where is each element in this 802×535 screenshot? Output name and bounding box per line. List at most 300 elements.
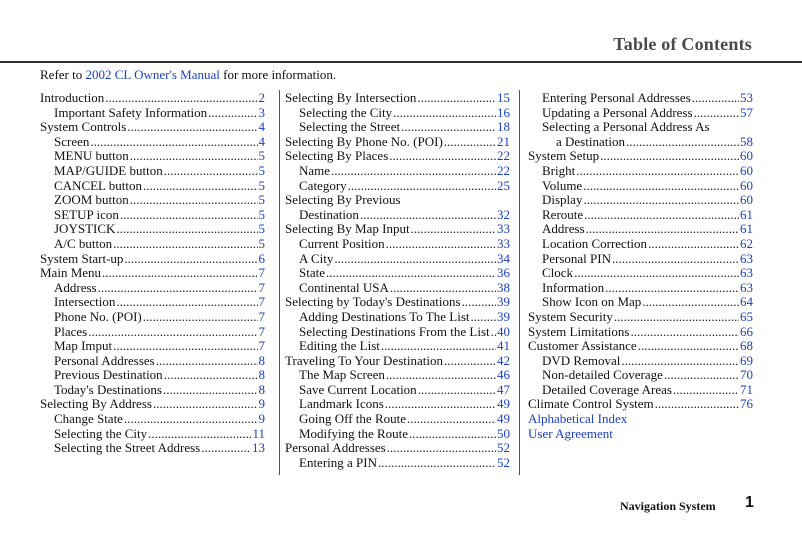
toc-entry[interactable] <box>40 252 265 267</box>
toc-entry-title: Going Off the Route <box>299 411 406 427</box>
toc-page-link[interactable]: 39 <box>497 294 510 310</box>
dot-leader <box>105 91 257 106</box>
toc-entry[interactable] <box>528 135 753 150</box>
dot-leader <box>648 237 739 252</box>
toc-entry-title: System Setup <box>528 148 600 164</box>
toc-entry-title: Personal PIN <box>542 250 611 266</box>
toc-page-link[interactable]: 2 <box>258 90 265 105</box>
toc-entry[interactable] <box>285 120 510 135</box>
dot-leader <box>614 310 739 325</box>
toc-entry-title: Places <box>54 323 88 339</box>
dot-leader <box>407 412 496 427</box>
dot-leader <box>576 164 739 179</box>
refer-line <box>40 67 336 83</box>
toc-page-link[interactable]: 7 <box>258 308 265 324</box>
toc-entry-title: Phone No. (POI) <box>54 308 142 324</box>
toc-entry[interactable] <box>528 310 753 325</box>
toc-page-link[interactable]: 46 <box>497 367 510 383</box>
dot-leader <box>387 441 496 456</box>
toc-entry-title: Main Menu <box>40 265 102 281</box>
toc-entry-title: Selecting By Intersection <box>285 90 417 105</box>
toc-entry-title: Important Safety Information <box>54 104 208 120</box>
dot-leader <box>124 252 257 267</box>
dot-leader <box>360 208 496 223</box>
dot-leader <box>390 281 496 296</box>
toc-entry[interactable] <box>528 149 753 164</box>
dot-leader <box>642 295 739 310</box>
toc-entry-title: Clock <box>542 265 574 281</box>
toc-page-link[interactable]: 42 <box>497 352 510 368</box>
toc-entry[interactable] <box>285 383 510 398</box>
dot-leader <box>124 412 258 427</box>
dot-leader <box>411 222 496 237</box>
toc-page-link[interactable]: 63 <box>740 279 753 295</box>
toc-page-link[interactable]: 34 <box>497 250 510 266</box>
toc-entry[interactable] <box>40 441 265 456</box>
toc-page-link[interactable]: 22 <box>497 162 510 178</box>
toc-entry-title: ZOOM button <box>54 192 129 208</box>
toc-entry-title: Modifying the Route <box>299 425 409 441</box>
toc-entry-title: Name <box>299 162 331 178</box>
dot-leader <box>386 368 496 383</box>
toc-entry[interactable] <box>40 208 265 223</box>
toc-entry[interactable] <box>285 427 510 442</box>
dot-leader <box>378 456 496 471</box>
toc-page-link[interactable]: 58 <box>740 133 753 149</box>
toc-entry-title: Updating a Personal Address <box>542 104 693 120</box>
toc-entry-title: Selecting By Phone No. (POI) <box>285 133 443 149</box>
toc-entry[interactable] <box>528 91 753 106</box>
owners-manual-link[interactable]: 2002 CL Owner's Manual <box>85 67 220 82</box>
toc-entry-title: Traveling To Your Destination <box>285 352 443 368</box>
toc-entry[interactable] <box>528 193 753 208</box>
toc-entry-title: A/C button <box>54 235 113 251</box>
toc-entry-title: Save Current Location <box>299 381 417 397</box>
dot-leader <box>164 164 258 179</box>
toc-entry-title: Information <box>542 279 605 295</box>
refer-prefix: Refer to <box>40 67 86 82</box>
toc-page-link[interactable]: 50 <box>497 425 510 441</box>
dot-leader <box>201 441 251 456</box>
toc-entry[interactable] <box>528 368 753 383</box>
toc-entry-title: The Map Screen <box>299 367 385 383</box>
dot-leader <box>393 106 496 121</box>
dot-leader <box>116 295 257 310</box>
toc-page-link[interactable]: 49 <box>497 411 510 427</box>
toc-entry-title: System Start-up <box>40 250 124 266</box>
toc-page-link[interactable]: 60 <box>740 177 753 193</box>
toc-entry-title: Location Correction <box>542 235 648 251</box>
toc-page-link[interactable]: 61 <box>740 206 753 222</box>
dot-leader <box>401 120 496 135</box>
toc-entry[interactable] <box>285 412 510 427</box>
toc-page-link[interactable]: 65 <box>740 308 753 324</box>
alphabetical-index-link[interactable]: Alphabetical Index <box>528 411 628 427</box>
toc-entry-title: Selecting Destinations From the List <box>299 323 490 339</box>
toc-page-link[interactable]: 61 <box>740 221 753 237</box>
toc-page-link[interactable]: 71 <box>740 381 753 397</box>
toc-entry-title: Detailed Coverage Areas <box>542 381 672 397</box>
toc-column-1 <box>40 91 265 456</box>
toc-entry-title: Editing the List <box>299 338 380 354</box>
toc-entry-title: Selecting the Street <box>299 119 401 135</box>
toc-page-link[interactable]: 8 <box>258 367 265 383</box>
dot-leader <box>381 339 496 354</box>
toc-page-link[interactable]: 36 <box>497 265 510 281</box>
toc-entry[interactable] <box>40 106 265 121</box>
toc-entry-title: Selecting the Street Address <box>54 440 201 456</box>
dot-leader <box>156 354 258 369</box>
dot-leader <box>417 91 496 106</box>
toc-entry[interactable] <box>528 222 753 237</box>
dot-leader <box>385 397 496 412</box>
toc-entry[interactable] <box>40 135 265 150</box>
toc-entry-title: Today's Destinations <box>54 381 162 397</box>
toc-page-link[interactable]: 16 <box>497 104 510 120</box>
toc-page-link[interactable]: 7 <box>258 338 265 354</box>
toc-page-link[interactable]: 6 <box>258 250 265 266</box>
dot-leader <box>630 325 739 340</box>
toc-page-link[interactable]: 52 <box>497 440 510 456</box>
toc-page-link[interactable]: 69 <box>740 352 753 368</box>
dot-leader <box>583 179 739 194</box>
toc-entry-title: Display <box>542 192 583 208</box>
toc-entry-title: Entering Personal Addresses <box>542 90 691 105</box>
toc-entry-title: Climate Control System <box>528 396 654 412</box>
toc-entry-title: Continental USA <box>299 279 389 295</box>
toc-entry-title: Address <box>542 221 585 237</box>
toc-entry[interactable] <box>40 354 265 369</box>
dot-leader <box>583 193 739 208</box>
toc-entry[interactable] <box>40 383 265 398</box>
toc-entry[interactable] <box>40 310 265 325</box>
toc-entry-title: Previous Destination <box>54 367 163 383</box>
toc-entry-title: Address <box>54 279 97 295</box>
dot-leader <box>153 397 258 412</box>
toc-entry[interactable] <box>285 295 510 310</box>
toc-page-link[interactable]: 60 <box>740 192 753 208</box>
header-rule <box>0 61 802 63</box>
toc-entry[interactable] <box>40 325 265 340</box>
toc-page-link[interactable]: 53 <box>740 90 753 105</box>
toc-entry-title: Intersection <box>54 294 116 310</box>
toc-entry[interactable] <box>528 339 753 354</box>
dot-leader <box>88 325 257 340</box>
toc-page-link[interactable]: 70 <box>740 367 753 383</box>
toc-entry-title: Adding Destinations To The List <box>299 308 470 324</box>
toc-page-link[interactable]: 33 <box>497 221 510 237</box>
toc-entry[interactable] <box>285 354 510 369</box>
dot-leader <box>208 106 257 121</box>
toc-entry[interactable] <box>285 325 510 340</box>
dot-leader <box>163 383 258 398</box>
toc-entry[interactable] <box>40 295 265 310</box>
dot-leader <box>348 179 496 194</box>
toc-page-link[interactable]: 9 <box>258 396 265 412</box>
dot-leader <box>164 368 258 383</box>
toc-page-link[interactable]: 15 <box>497 90 510 105</box>
toc-page-link[interactable]: 22 <box>497 148 510 164</box>
toc-page-link[interactable]: 7 <box>258 265 265 281</box>
toc-entry-title: Current Position <box>299 235 385 251</box>
toc-entry[interactable] <box>285 135 510 150</box>
dot-leader <box>462 295 496 310</box>
toc-entry-title: Customer Assistance <box>528 338 637 354</box>
toc-entry[interactable] <box>528 325 753 340</box>
toc-entry-title: Selecting By Address <box>40 396 152 412</box>
dot-leader <box>621 354 739 369</box>
toc-page-link[interactable]: 57 <box>740 104 753 120</box>
toc-entry[interactable] <box>528 179 753 194</box>
toc-entry-title: Screen <box>54 133 90 149</box>
toc-page-link[interactable]: 32 <box>497 206 510 222</box>
toc-page-link[interactable]: 63 <box>740 250 753 266</box>
toc-entry-title: MAP/GUIDE button <box>54 162 163 178</box>
toc-page-link[interactable]: 13 <box>252 440 265 456</box>
toc-entry[interactable] <box>285 91 510 106</box>
toc-entry[interactable] <box>528 354 753 369</box>
toc-page-link[interactable]: 40 <box>497 323 510 339</box>
toc-entry-title: Personal Addresses <box>285 440 386 456</box>
toc-page-link[interactable]: 41 <box>497 338 510 354</box>
dot-leader <box>130 193 258 208</box>
toc-entry-title: Category <box>299 177 347 193</box>
toc-page-link[interactable]: 60 <box>740 162 753 178</box>
toc-page-link[interactable]: 4 <box>258 133 265 149</box>
dot-leader <box>326 266 496 281</box>
dot-leader <box>584 208 739 223</box>
toc-entry[interactable] <box>40 397 265 412</box>
toc-page-link[interactable]: 4 <box>258 119 265 135</box>
toc-entry[interactable] <box>285 252 510 267</box>
toc-page-link[interactable]: 21 <box>497 133 510 149</box>
dot-leader <box>334 252 496 267</box>
toc-page-link[interactable]: 11 <box>252 425 265 441</box>
dot-leader <box>386 237 496 252</box>
toc-entry-title: DVD Removal <box>542 352 621 368</box>
toc-entry-title: System Controls <box>40 119 127 135</box>
toc-entry-title: Volume <box>542 177 583 193</box>
toc-entry-title: Change State <box>54 411 123 427</box>
toc-entry[interactable] <box>285 456 510 471</box>
toc-entry-title: MENU button <box>54 148 129 164</box>
toc-entry[interactable] <box>40 149 265 164</box>
toc-entry[interactable] <box>528 252 753 267</box>
dot-leader <box>116 222 257 237</box>
toc-entry[interactable] <box>285 222 510 237</box>
toc-entry[interactable] <box>40 237 265 252</box>
toc-entry[interactable] <box>285 368 510 383</box>
toc-page-link[interactable]: 5 <box>258 148 265 164</box>
toc-page-link[interactable]: 33 <box>497 235 510 251</box>
toc-page-link[interactable]: 3 <box>258 104 265 120</box>
toc-entry-title: Bright <box>542 162 576 178</box>
toc-page-link[interactable]: 68 <box>740 338 753 354</box>
toc-entry[interactable] <box>528 106 753 121</box>
toc-entry[interactable] <box>528 164 753 179</box>
toc-page-link[interactable]: 38 <box>497 279 510 295</box>
dot-leader <box>331 164 496 179</box>
dot-leader <box>673 383 739 398</box>
dot-leader <box>600 149 739 164</box>
dot-leader <box>130 149 258 164</box>
toc-entry[interactable] <box>285 208 510 223</box>
toc-entry-title: Destination <box>299 206 359 222</box>
toc-entry[interactable] <box>285 266 510 281</box>
dot-leader <box>491 325 496 340</box>
toc-page-link[interactable]: 60 <box>740 148 753 164</box>
toc-entry[interactable] <box>285 179 510 194</box>
toc-page-link[interactable]: 5 <box>258 177 265 193</box>
toc-page-link[interactable]: 64 <box>740 294 753 310</box>
toc-entry[interactable] <box>40 120 265 135</box>
toc-entry[interactable] <box>285 397 510 412</box>
dot-leader <box>655 397 739 412</box>
toc-page-link[interactable]: 39 <box>497 308 510 324</box>
toc-entry[interactable] <box>528 281 753 296</box>
toc-page-link[interactable]: 7 <box>258 294 265 310</box>
toc-entry-title: CANCEL button <box>54 177 142 193</box>
toc-entry[interactable] <box>40 427 265 442</box>
toc-page-link[interactable]: 18 <box>497 119 510 135</box>
dot-leader <box>638 339 739 354</box>
toc-entry-title: Entering a PIN <box>299 454 377 470</box>
toc-entry[interactable] <box>528 208 753 223</box>
toc-page-link[interactable]: 62 <box>740 235 753 251</box>
dot-leader <box>444 135 496 150</box>
footer-page-number: 1 <box>745 494 754 511</box>
toc-entry[interactable] <box>285 237 510 252</box>
dot-leader <box>574 266 739 281</box>
toc-entry-title: Selecting the City <box>54 425 148 441</box>
toc-entry-title: A City <box>299 250 334 266</box>
toc-entry-title: Show Icon on Map <box>542 294 642 310</box>
toc-entry-title: System Security <box>528 308 613 324</box>
toc-entry-title: Selecting By Previous <box>285 192 401 208</box>
toc-page-link[interactable]: 5 <box>258 221 265 237</box>
toc-entry-title: State <box>299 265 325 281</box>
dot-leader <box>418 383 496 398</box>
dot-leader <box>113 237 257 252</box>
dot-leader <box>102 266 257 281</box>
toc-entry[interactable] <box>285 164 510 179</box>
toc-page-link[interactable]: 7 <box>258 323 265 339</box>
toc-page-link[interactable]: 8 <box>258 352 265 368</box>
toc-entry[interactable] <box>40 339 265 354</box>
toc-page-link[interactable]: 52 <box>497 454 510 470</box>
dot-leader <box>98 281 258 296</box>
toc-page-link[interactable]: 63 <box>740 265 753 281</box>
toc-page-link[interactable]: 5 <box>258 192 265 208</box>
footer-label: Navigation System <box>620 499 716 513</box>
toc-entry-title: Reroute <box>542 206 584 222</box>
toc-entry[interactable] <box>285 193 510 208</box>
toc-page-link[interactable]: 47 <box>497 381 510 397</box>
dot-leader <box>143 179 258 194</box>
toc-entry[interactable] <box>528 120 753 135</box>
toc-entry-title: Selecting the City <box>299 104 393 120</box>
toc-entry[interactable] <box>40 91 265 106</box>
toc-page-link[interactable]: 76 <box>740 396 753 412</box>
dot-leader <box>692 91 739 106</box>
toc-entry-title: Landmark Icons <box>299 396 384 412</box>
toc-page-link[interactable]: 25 <box>497 177 510 193</box>
toc-entry[interactable] <box>40 164 265 179</box>
toc-entry[interactable] <box>528 237 753 252</box>
toc-entry[interactable] <box>40 281 265 296</box>
toc-entry-title: Selecting By Places <box>285 148 389 164</box>
column-divider-1 <box>279 90 280 475</box>
toc-page-link[interactable]: 5 <box>258 162 265 178</box>
dot-leader <box>90 135 257 150</box>
toc-entry[interactable] <box>40 179 265 194</box>
toc-page-link[interactable]: 7 <box>258 279 265 295</box>
column-divider-2 <box>519 90 520 475</box>
dot-leader <box>127 120 257 135</box>
user-agreement-link[interactable]: User Agreement <box>528 425 613 441</box>
toc-page-link[interactable]: 5 <box>258 235 265 251</box>
toc-page-link[interactable]: 49 <box>497 396 510 412</box>
toc-entry-title: Selecting by Today's Destinations <box>285 294 461 310</box>
dot-leader <box>143 310 258 325</box>
toc-entry[interactable] <box>285 441 510 456</box>
toc-entry[interactable] <box>285 106 510 121</box>
toc-column-2 <box>285 91 510 470</box>
toc-entry[interactable] <box>40 222 265 237</box>
toc-entry-title: Map Imput <box>54 338 113 354</box>
toc-entry[interactable] <box>528 295 753 310</box>
toc-entry-title: Introduction <box>40 90 105 105</box>
dot-leader <box>694 106 739 121</box>
toc-page-link[interactable]: 5 <box>258 206 265 222</box>
dot-leader <box>471 310 497 325</box>
toc-entry[interactable] <box>285 281 510 296</box>
toc-entry[interactable] <box>40 193 265 208</box>
dot-leader <box>120 208 258 223</box>
toc-entry[interactable] <box>285 310 510 325</box>
dot-leader <box>605 281 739 296</box>
toc-entry[interactable] <box>40 368 265 383</box>
toc-entry-title: System Limitations <box>528 323 630 339</box>
dot-leader <box>389 149 496 164</box>
toc-entry[interactable] <box>528 266 753 281</box>
dot-leader <box>113 339 257 354</box>
toc-page-link[interactable]: 66 <box>740 323 753 339</box>
toc-entry-title: Personal Addresses <box>54 352 155 368</box>
dot-leader <box>148 427 251 442</box>
toc-entry-title: SETUP icon <box>54 206 119 222</box>
toc-entry[interactable] <box>40 412 265 427</box>
dot-leader <box>444 354 496 369</box>
toc-entry[interactable] <box>285 149 510 164</box>
toc-entry[interactable] <box>285 339 510 354</box>
toc-entry[interactable] <box>528 397 753 412</box>
toc-entry-title: JOYSTICK <box>54 221 116 237</box>
toc-entry[interactable] <box>40 266 265 281</box>
toc-page-link[interactable]: 8 <box>258 381 265 397</box>
toc-entry-title: Non-detailed Coverage <box>542 367 663 383</box>
toc-entry[interactable] <box>528 383 753 398</box>
dot-leader <box>626 135 739 150</box>
toc-column-3 <box>528 91 753 441</box>
dot-leader <box>409 427 496 442</box>
toc-entry-title: Selecting a Personal Address As <box>542 119 710 135</box>
toc-entry-title: Selecting By Map Input <box>285 221 410 237</box>
dot-leader <box>664 368 739 383</box>
dot-leader <box>612 252 739 267</box>
refer-suffix: for more information. <box>219 67 337 82</box>
toc-page-link[interactable]: 9 <box>258 411 265 427</box>
